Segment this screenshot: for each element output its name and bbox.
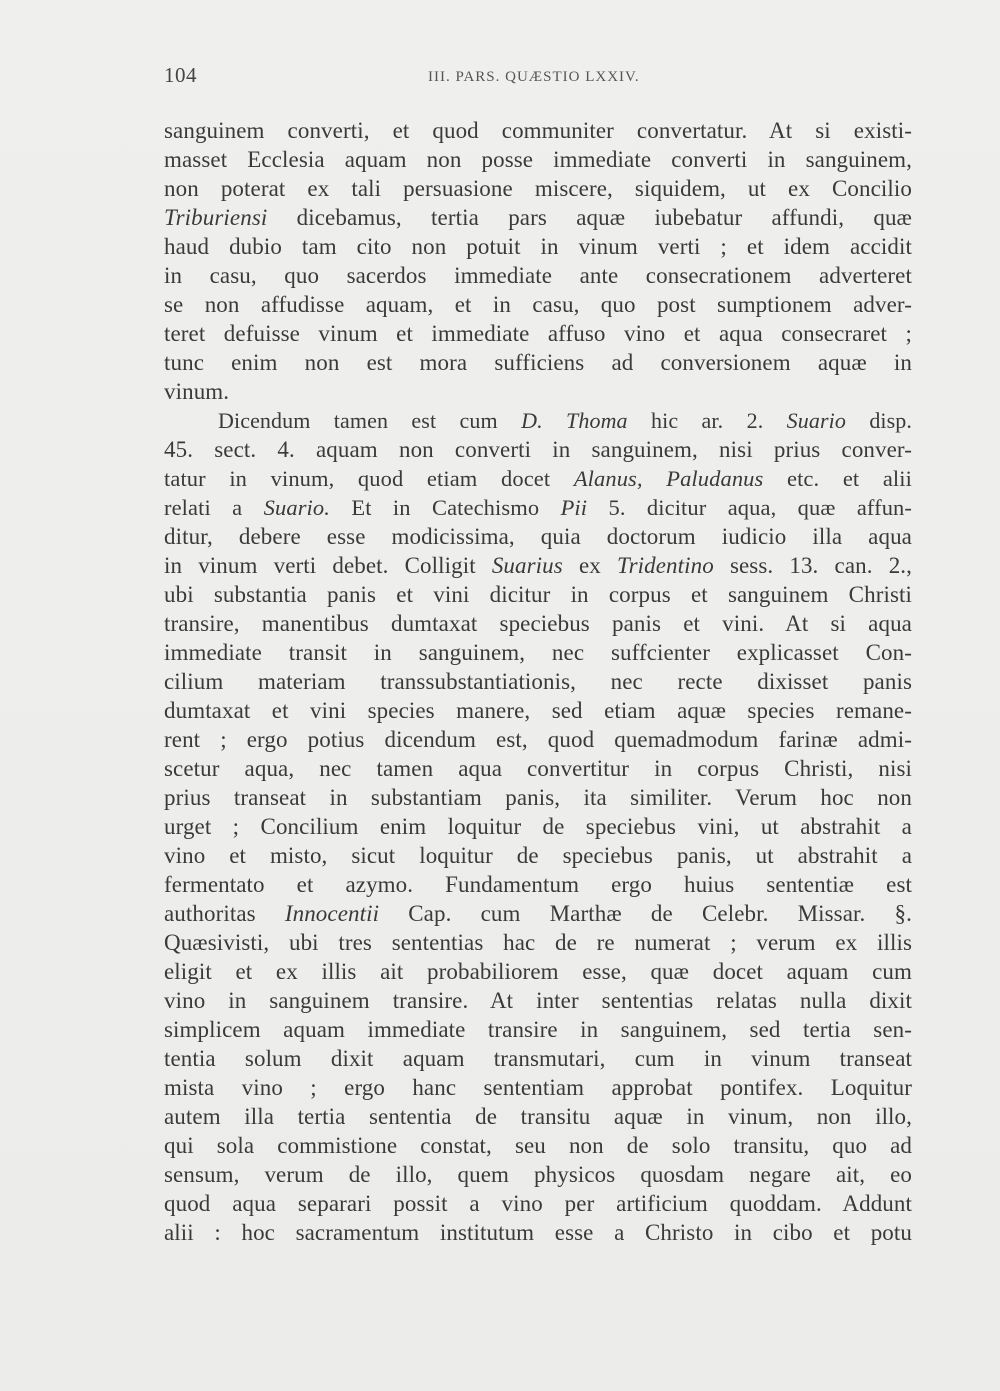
text-line (164, 638, 912, 667)
text-line (164, 522, 912, 551)
text-line (164, 928, 912, 957)
text-segment: sanguinem converti, et quod communiter convertatur. At si existi- (164, 118, 912, 143)
text-segment: fermentato et azymo. Fundamentum ergo huius sententiæ est (164, 872, 912, 897)
italic-text: Pii (560, 495, 588, 520)
text-segment: hic ar. 2. (627, 408, 787, 433)
text-line (164, 116, 912, 145)
text-segment: immediate transit in sanguinem, nec suffcienter explicasset Con- (164, 640, 912, 665)
text-segment: scetur aqua, nec tamen aqua convertitur in corpus Christi, nisi (164, 756, 912, 781)
page-header (164, 63, 912, 89)
text-segment: ex (562, 553, 617, 578)
text-line (164, 1102, 912, 1131)
text-segment: ditur, debere esse modicissima, quia doctorum iudicio illa aqua (164, 524, 912, 549)
text-segment: sess. 13. can. 2., (713, 553, 912, 578)
text-line (164, 783, 912, 812)
text-line (164, 290, 912, 319)
text-segment: teret defuisse vinum et immediate affuso vino et aqua consecraret ; (164, 321, 912, 346)
text-line (164, 464, 912, 493)
text-segment: eligit et ex illis ait probabiliorem esse, quæ docet aquam cum (164, 959, 912, 984)
italic-text: Triburiensi (164, 205, 268, 230)
text-segment: haud dubio tam cito non potuit in vinum verti ; et idem accidit (164, 234, 912, 259)
italic-text: Suario (786, 408, 846, 433)
text-line (164, 1044, 912, 1073)
text-segment: non poterat ex tali persuasione miscere, siquidem, ut ex Concilio (164, 176, 912, 201)
body-text (164, 116, 912, 1247)
text-line (164, 493, 912, 522)
text-segment: in vinum verti debet. Colligit (164, 553, 492, 578)
text-segment: prius transeat in substantiam panis, ita similiter. Verum hoc non (164, 785, 912, 810)
running-head: III. PARS. QUÆSTIO LXXIV. (428, 69, 640, 85)
text-segment: Dicendum tamen est cum (218, 408, 522, 433)
text-line (164, 174, 912, 203)
text-segment: dumtaxat et vini species manere, sed etiam aquæ species remane- (164, 698, 912, 723)
text-segment: urget ; Concilium enim loquitur de speciebus vini, ut abstrahit a (164, 814, 912, 839)
text-line (164, 841, 912, 870)
text-segment: 45. sect. 4. aquam non converti in sanguinem, nisi prius conver- (164, 437, 912, 462)
text-segment: vino in sanguinem transire. At inter sententias relatas nulla dixit (164, 988, 912, 1013)
text-segment: authoritas (164, 901, 285, 926)
text-line (164, 812, 912, 841)
text-line (164, 1160, 912, 1189)
text-segment: alii : hoc sacramentum institutum esse a Christo in cibo et potu (164, 1220, 912, 1245)
text-segment: in casu, quo sacerdos immediate ante consecrationem adverteret (164, 263, 912, 288)
text-line (164, 609, 912, 638)
text-segment: tentia solum dixit aquam transmutari, cum in vinum transeat (164, 1046, 912, 1071)
text-segment: etc. et alii (763, 466, 912, 491)
text-segment: 5. dicitur aqua, quæ affun- (587, 495, 912, 520)
text-line (164, 145, 912, 174)
text-line (164, 377, 912, 406)
italic-text: Suarius (491, 553, 563, 578)
text-line (164, 406, 912, 435)
text-segment: dicebamus, tertia pars aquæ iubebatur affundi, quæ (267, 205, 912, 230)
text-line (164, 232, 912, 261)
text-segment: vino et misto, sicut loquitur de speciebus panis, ut abstrahit a (164, 843, 912, 868)
text-segment: disp. (845, 408, 912, 433)
text-segment: vinum. (164, 379, 230, 404)
text-line (164, 1131, 912, 1160)
text-line (164, 754, 912, 783)
text-segment: masset Ecclesia aquam non posse immediate converti in sanguinem, (164, 147, 912, 172)
text-line (164, 667, 912, 696)
italic-text: Suario. (263, 495, 330, 520)
text-line (164, 551, 912, 580)
text-segment: cilium materiam transsubstantiationis, nec recte dixisset panis (164, 669, 912, 694)
text-segment: tunc enim non est mora sufficiens ad conversionem aquæ in (164, 350, 912, 375)
text-segment: mista vino ; ergo hanc sententiam approbat pontifex. Loquitur (164, 1075, 912, 1100)
text-line (164, 957, 912, 986)
text-line (164, 435, 912, 464)
text-segment: autem illa tertia sententia de transitu aquæ in vinum, non illo, (164, 1104, 912, 1129)
text-segment: quod aqua separari possit a vino per artificium quoddam. Addunt (164, 1191, 912, 1216)
text-line (164, 261, 912, 290)
text-segment: transire, manentibus dumtaxat speciebus panis et vini. At si aqua (164, 611, 912, 636)
text-line (164, 1015, 912, 1044)
italic-text: D. Thoma (521, 408, 628, 433)
text-line (164, 986, 912, 1015)
text-line (164, 319, 912, 348)
text-line (164, 1073, 912, 1102)
text-line (164, 725, 912, 754)
text-segment: qui sola commistione constat, seu non de solo transitu, quo ad (164, 1133, 912, 1158)
text-segment: relati a (164, 495, 264, 520)
text-line (164, 1218, 912, 1247)
italic-text: Tridentino (616, 553, 714, 578)
text-segment: sensum, verum de illo, quem physicos quosdam negare ait, eo (164, 1162, 912, 1187)
text-segment: simplicem aquam immediate transire in sanguinem, sed tertia sen- (164, 1017, 912, 1042)
text-line (164, 348, 912, 377)
text-line (164, 580, 912, 609)
text-line (164, 696, 912, 725)
text-segment: tatur in vinum, quod etiam docet (164, 466, 574, 491)
text-segment: ubi substantia panis et vini dicitur in corpus et sanguinem Christi (164, 582, 912, 607)
italic-text: Innocentii (284, 901, 380, 926)
text-line (164, 870, 912, 899)
text-segment: Et in Catechismo (329, 495, 561, 520)
text-line (164, 1189, 912, 1218)
text-segment: Quæsivisti, ubi tres sententias hac de re numerat ; verum ex illis (164, 930, 912, 955)
text-segment: rent ; ergo potius dicendum est, quod quemadmodum farinæ admi- (164, 727, 912, 752)
text-segment: Cap. cum Marthæ de Celebr. Missar. §. (379, 901, 912, 926)
page-number: 104 (164, 63, 197, 87)
italic-text: Alanus, Paludanus (573, 466, 764, 491)
text-line (164, 203, 912, 232)
text-segment: se non affudisse aquam, et in casu, quo post sumptionem adver- (164, 292, 912, 317)
text-line (164, 899, 912, 928)
